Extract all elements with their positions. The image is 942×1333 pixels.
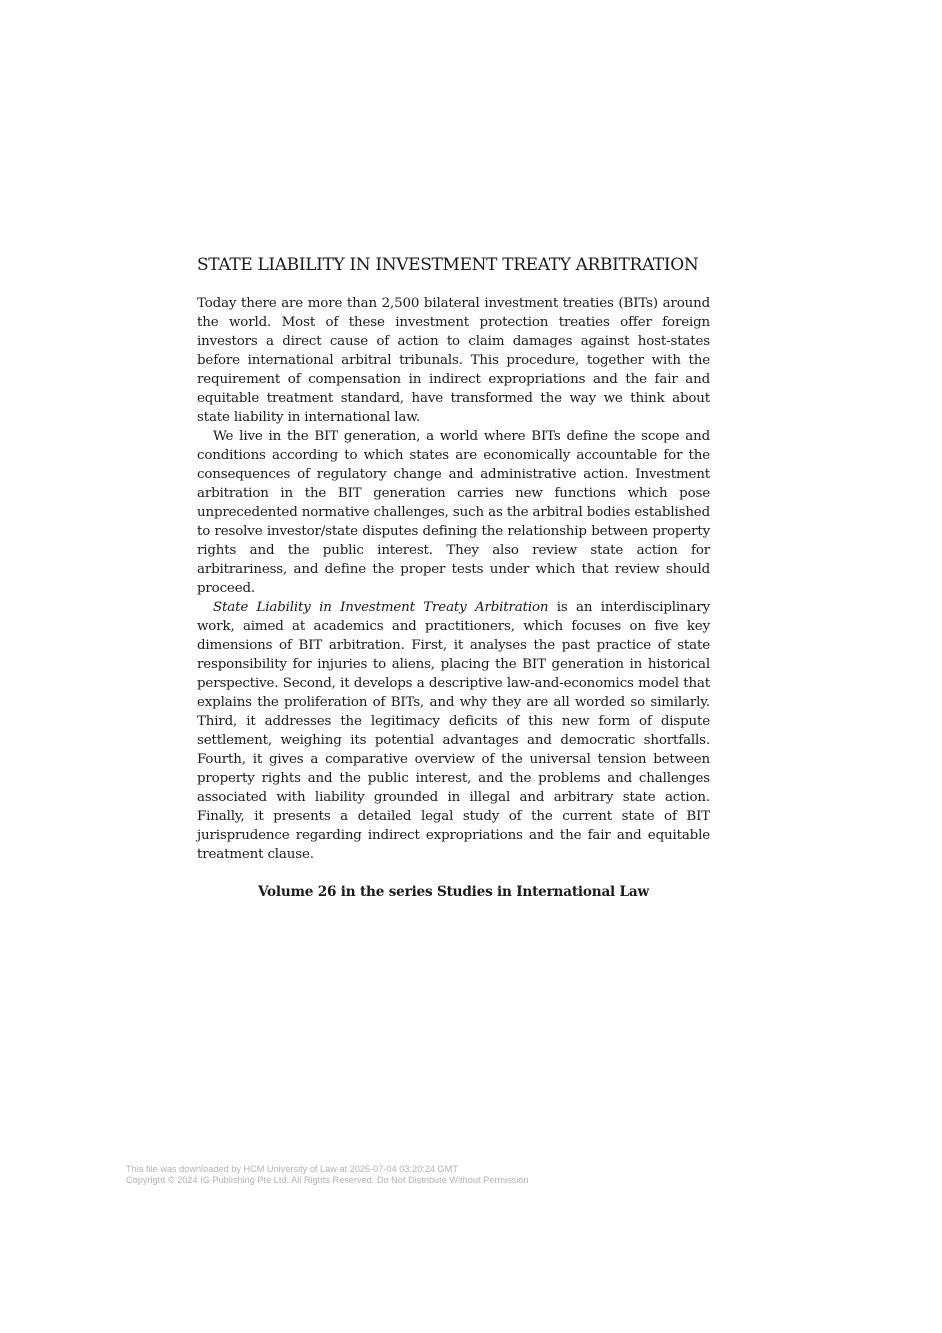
description-body (197, 294, 710, 864)
download-watermark (126, 1164, 529, 1186)
book-summary-text: is an interdisciplinary work, aimed at academics and practitioners, which focuses on five key dimensions of BIT arbitration. First, it analyses the past practice of state responsibility for injuries to aliens, placing the BIT generation in historical perspective. Second, it develops a descriptive law-and-economics model that explains the proliferation of BITs, and why they are all worded so similarly. Third, it addresses the legitimacy deficits of this new form of dispute settlement, weighing its potential advantages and democratic shortfalls. Fourth, it gives a comparative overview of the universal tension between property rights and the public interest, and the problems and challenges associated with liability grounded in illegal and arbitrary state action. Finally, it presents a detailed legal study of the current state of BIT jurisprudence regarding indirect expropriations and the fair and equitable treatment clause. (197, 600, 710, 862)
book-title-italic: State Liability in Investment Treaty Arbitration (213, 600, 549, 615)
series-note: Volume 26 in the series Studies in International Law (257, 884, 650, 900)
paragraph-book-summary (197, 598, 710, 864)
book-title: STATE LIABILITY IN INVESTMENT TREATY ARBITRATION (197, 255, 699, 275)
paragraph-bit-generation: We live in the BIT generation, a world where BITs define the scope and conditions according to which states are economically accountable for the consequences of regulatory change and administrative action. Investment arbitration in the BIT generation carries new functions which pose unprecedented normative challenges, such as the arbitral bodies established to resolve investor/state disputes defining the relationship between property rights and the public interest. They also review state action for arbitrariness, and define the proper tests under which that review should proceed. (197, 429, 710, 596)
watermark-download-line: This file was downloaded by HCM University of Law at 2025-07-04 03:20:24 GMT (126, 1164, 458, 1174)
paragraph-intro: Today there are more than 2,500 bilateral investment treaties (BITs) around the world. Most of these investment protection treaties offer foreign investors a direct cause of action to claim damages against host-states before international arbitral tribunals. This procedure, together with the requirement of compensation in indirect expropriations and the fair and equitable treatment standard, have transformed the way we think about state liability in international law. (197, 296, 710, 425)
watermark-copyright-line: Copyright © 2024 IG Publishing Pte Ltd. All Rights Reserved. Do Not Distribute Without Permission (126, 1175, 529, 1185)
